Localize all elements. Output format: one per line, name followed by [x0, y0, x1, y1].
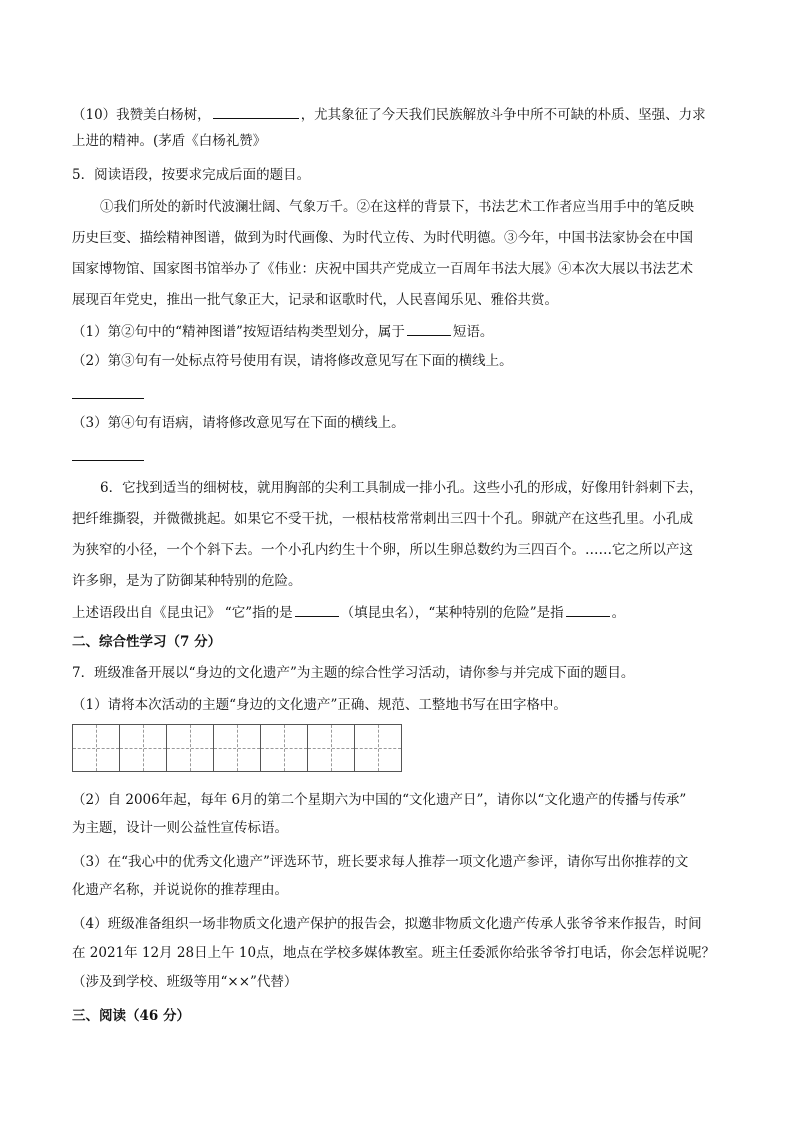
q6-passage-line: 许多卵，是为了防御某种特别的危险。: [72, 573, 302, 589]
q6-question: [72, 602, 625, 623]
q6-passage-line: 6．它找到适当的细树枝，就用胸部的尖利工具制成一排小孔。这些小孔的形成，好像用针斜刺下去，: [100, 480, 703, 496]
q7-sub1: （1）请将本次活动的主题“身边的文化遗产”正确、规范、工整地书写在田字格中。: [72, 697, 567, 713]
q6-blank-danger[interactable]: [566, 602, 610, 617]
q6-blank-insect[interactable]: [295, 602, 339, 617]
q6-question-text-b: （填昆虫名），“某种特别的危险”是指: [340, 605, 564, 621]
q7-sub4-line: 在 2021年 12月 28日上午 10点，地点在学校多媒体教室。班主任委派你给张爷爷打电话，你会怎样说呢？: [72, 945, 716, 961]
q5-passage-line: 历史巨变、描绘精神图谱，做到为时代画像、为时代立传、为时代明德。③今年，中国书法家协会在中国: [72, 230, 693, 246]
q5-sub1: [72, 321, 493, 342]
q5-title: 5．阅读语段，按要求完成后面的题目。: [72, 167, 311, 183]
q7-title: 7．班级准备开展以“身边的文化遗产”为主题的综合性学习活动，请你参与并完成下面的题目。: [72, 665, 635, 681]
q7-sub3-line: （3）在“我心中的优秀文化遗产”评选环节，班长要求每人推荐一项文化遗产参评，请你写出你推荐的文: [72, 854, 689, 870]
q6-passage-line: 为狭窄的小径，一个个斜下去。一个小孔内约生十个卵，所以生卵总数约为三四百个。……它之所以产这: [72, 542, 693, 558]
q7-sub4-line: （涉及到学校、班级等用“××”代替）: [72, 974, 298, 990]
q10-text-a: （10）我赞美白杨树，: [72, 107, 211, 123]
q7-sub3-line: 化遗产名称，并说说你的推荐理由。: [72, 882, 288, 898]
q10-line1: [72, 104, 706, 125]
q10-text-b: ，尤其象征了今天我们民族解放斗争中所不可缺的朴质、坚强、力求: [300, 107, 706, 123]
q7-sub2-line: （2）自 2006年起，每年 6月的第二个星期六为中国的“文化遗产日”，请你以“文化遗产的传播与传承”: [72, 792, 687, 808]
section-3-heading: 三、阅读（46 分）: [72, 1008, 190, 1024]
q7-sub2-line: 为主题，设计一则公益性宣传标语。: [72, 820, 288, 836]
q6-passage-line: 把纤维撕裂，并微微挑起。如果它不受干扰，一根枯枝常常刺出三四十个孔。卵就产在这些孔里。小孔成: [72, 511, 693, 527]
tianzige-cell[interactable]: [307, 724, 355, 772]
q5-sub1-text-a: （1）第②句中的“精神图谱”按短语结构类型划分，属于: [72, 324, 405, 340]
q5-passage-line: 展现百年党史，推出一批气象正大，记录和讴歌时代，人民喜闻乐见、雅俗共赏。: [72, 292, 558, 308]
tianzige-cell[interactable]: [354, 724, 402, 772]
q5-passage-line: ①我们所处的新时代波澜壮阔、气象万千。②在这样的背景下，书法艺术工作者应当用手中的笔反映: [100, 199, 694, 215]
q5-sub2-answer-line[interactable]: [72, 398, 144, 399]
q6-question-text-c: 。: [611, 605, 626, 621]
q5-sub2: （2）第③句有一处标点符号使用有误，请将修改意见写在下面的横线上。: [72, 353, 513, 369]
q7-sub4-line: （4）班级准备组织一场非物质文化遗产保护的报告会，拟邀非物质文化遗产传承人张爷爷来作报告，时间: [72, 916, 702, 932]
q5-sub3-answer-line[interactable]: [72, 460, 144, 461]
q5-passage-line: 国家博物馆、国家图书馆举办了《伟业：庆祝中国共产党成立一百周年书法大展》④本次大展以书法艺术: [72, 261, 693, 277]
q5-sub1-text-b: 短语。: [452, 324, 494, 340]
tianzige-cell[interactable]: [72, 724, 120, 772]
q10-blank[interactable]: [213, 104, 299, 119]
q5-sub3: （3）第④句有语病，请将修改意见写在下面的横线上。: [72, 415, 405, 431]
q10-line2: 上进的精神。(茅盾《白杨礼赞》: [72, 133, 267, 149]
tianzige-grid: [72, 724, 401, 772]
q6-question-text-a: 上述语段出自《昆虫记》 “它”指的是: [72, 605, 293, 621]
q5-sub1-blank[interactable]: [407, 321, 451, 336]
tianzige-cell[interactable]: [119, 724, 167, 772]
tianzige-cell[interactable]: [166, 724, 214, 772]
tianzige-cell[interactable]: [213, 724, 261, 772]
tianzige-cell[interactable]: [260, 724, 308, 772]
section-2-heading: 二、综合性学习（7 分）: [72, 634, 222, 650]
